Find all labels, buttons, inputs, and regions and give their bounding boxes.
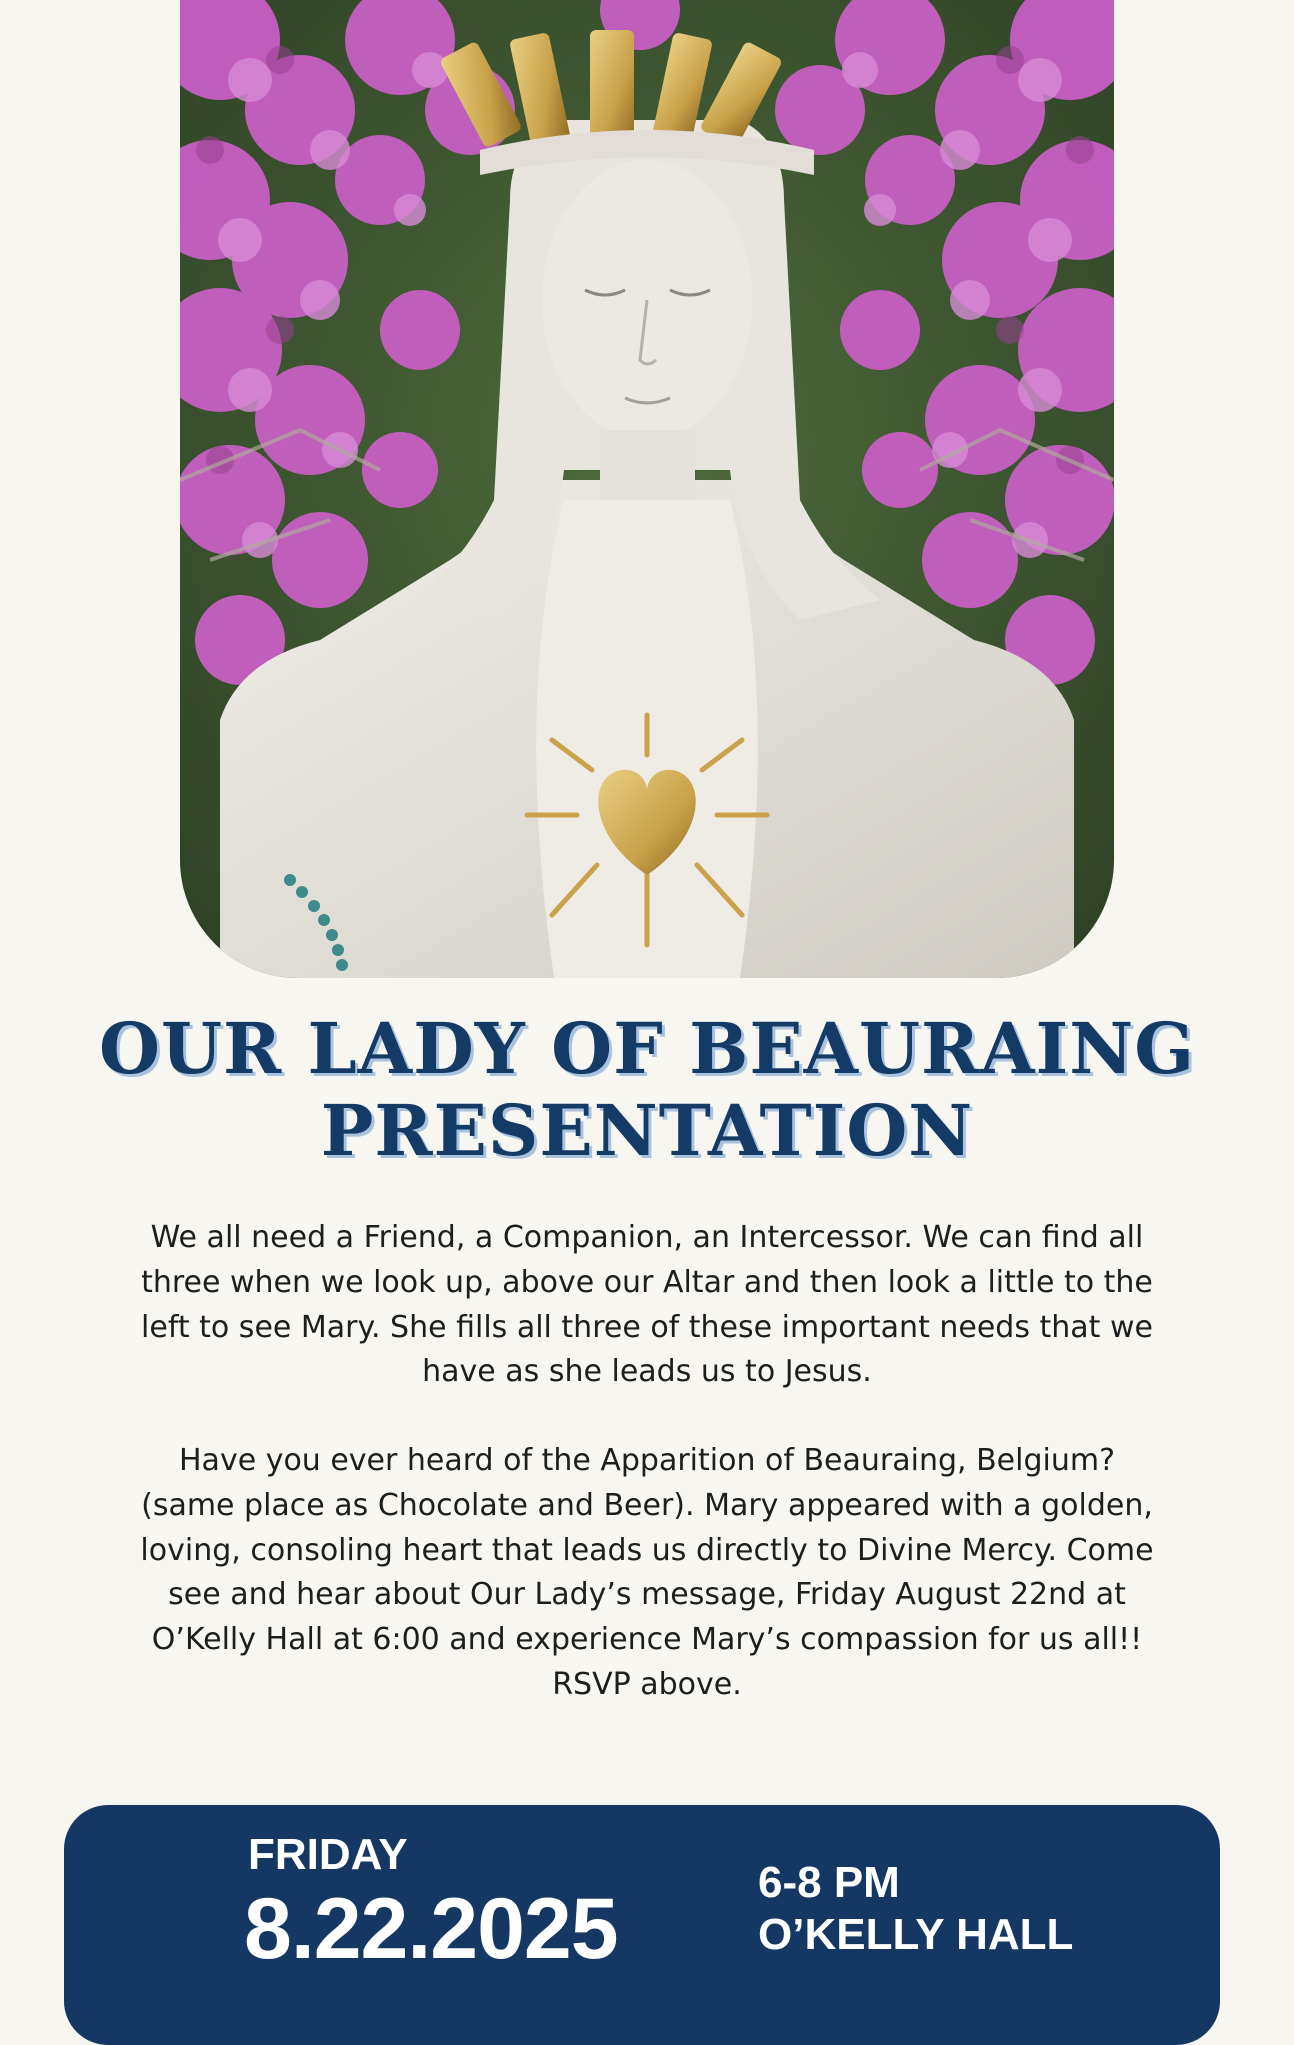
event-location: O’KELLY HALL [758, 1910, 1074, 1959]
event-day: FRIDAY [248, 1830, 408, 1879]
hero-image [180, 0, 1114, 978]
event-date: 8.22.2025 [244, 1881, 618, 1977]
intro-paragraph: We all need a Friend, a Companion, an Intercessor. We can find all three when we look up, above our Altar and then look a little to the left to see Mary. She fills all three of these important needs that we have as she leads us to Jesus. [141, 1220, 1153, 1390]
event-time: 6-8 PM [758, 1858, 900, 1907]
details-paragraph: Have you ever heard of the Apparition of Beauraing, Belgium? (same place as Chocolate and Beer). Mary appeared with a golden, loving, consoling heart that leads us directly to Divine Mercy. Come see and hear about Our Lady’s message, Friday August 22nd at O’Kelly Hall at 6:00 and experience Mary’s compassion for us all!! RSVP above. [140, 1443, 1154, 1702]
title-line-1: OUR LADY OF BEAURAING [98, 1007, 1196, 1090]
event-title [0, 1008, 1294, 1172]
title-line-2: PRESENTATION [320, 1089, 974, 1172]
